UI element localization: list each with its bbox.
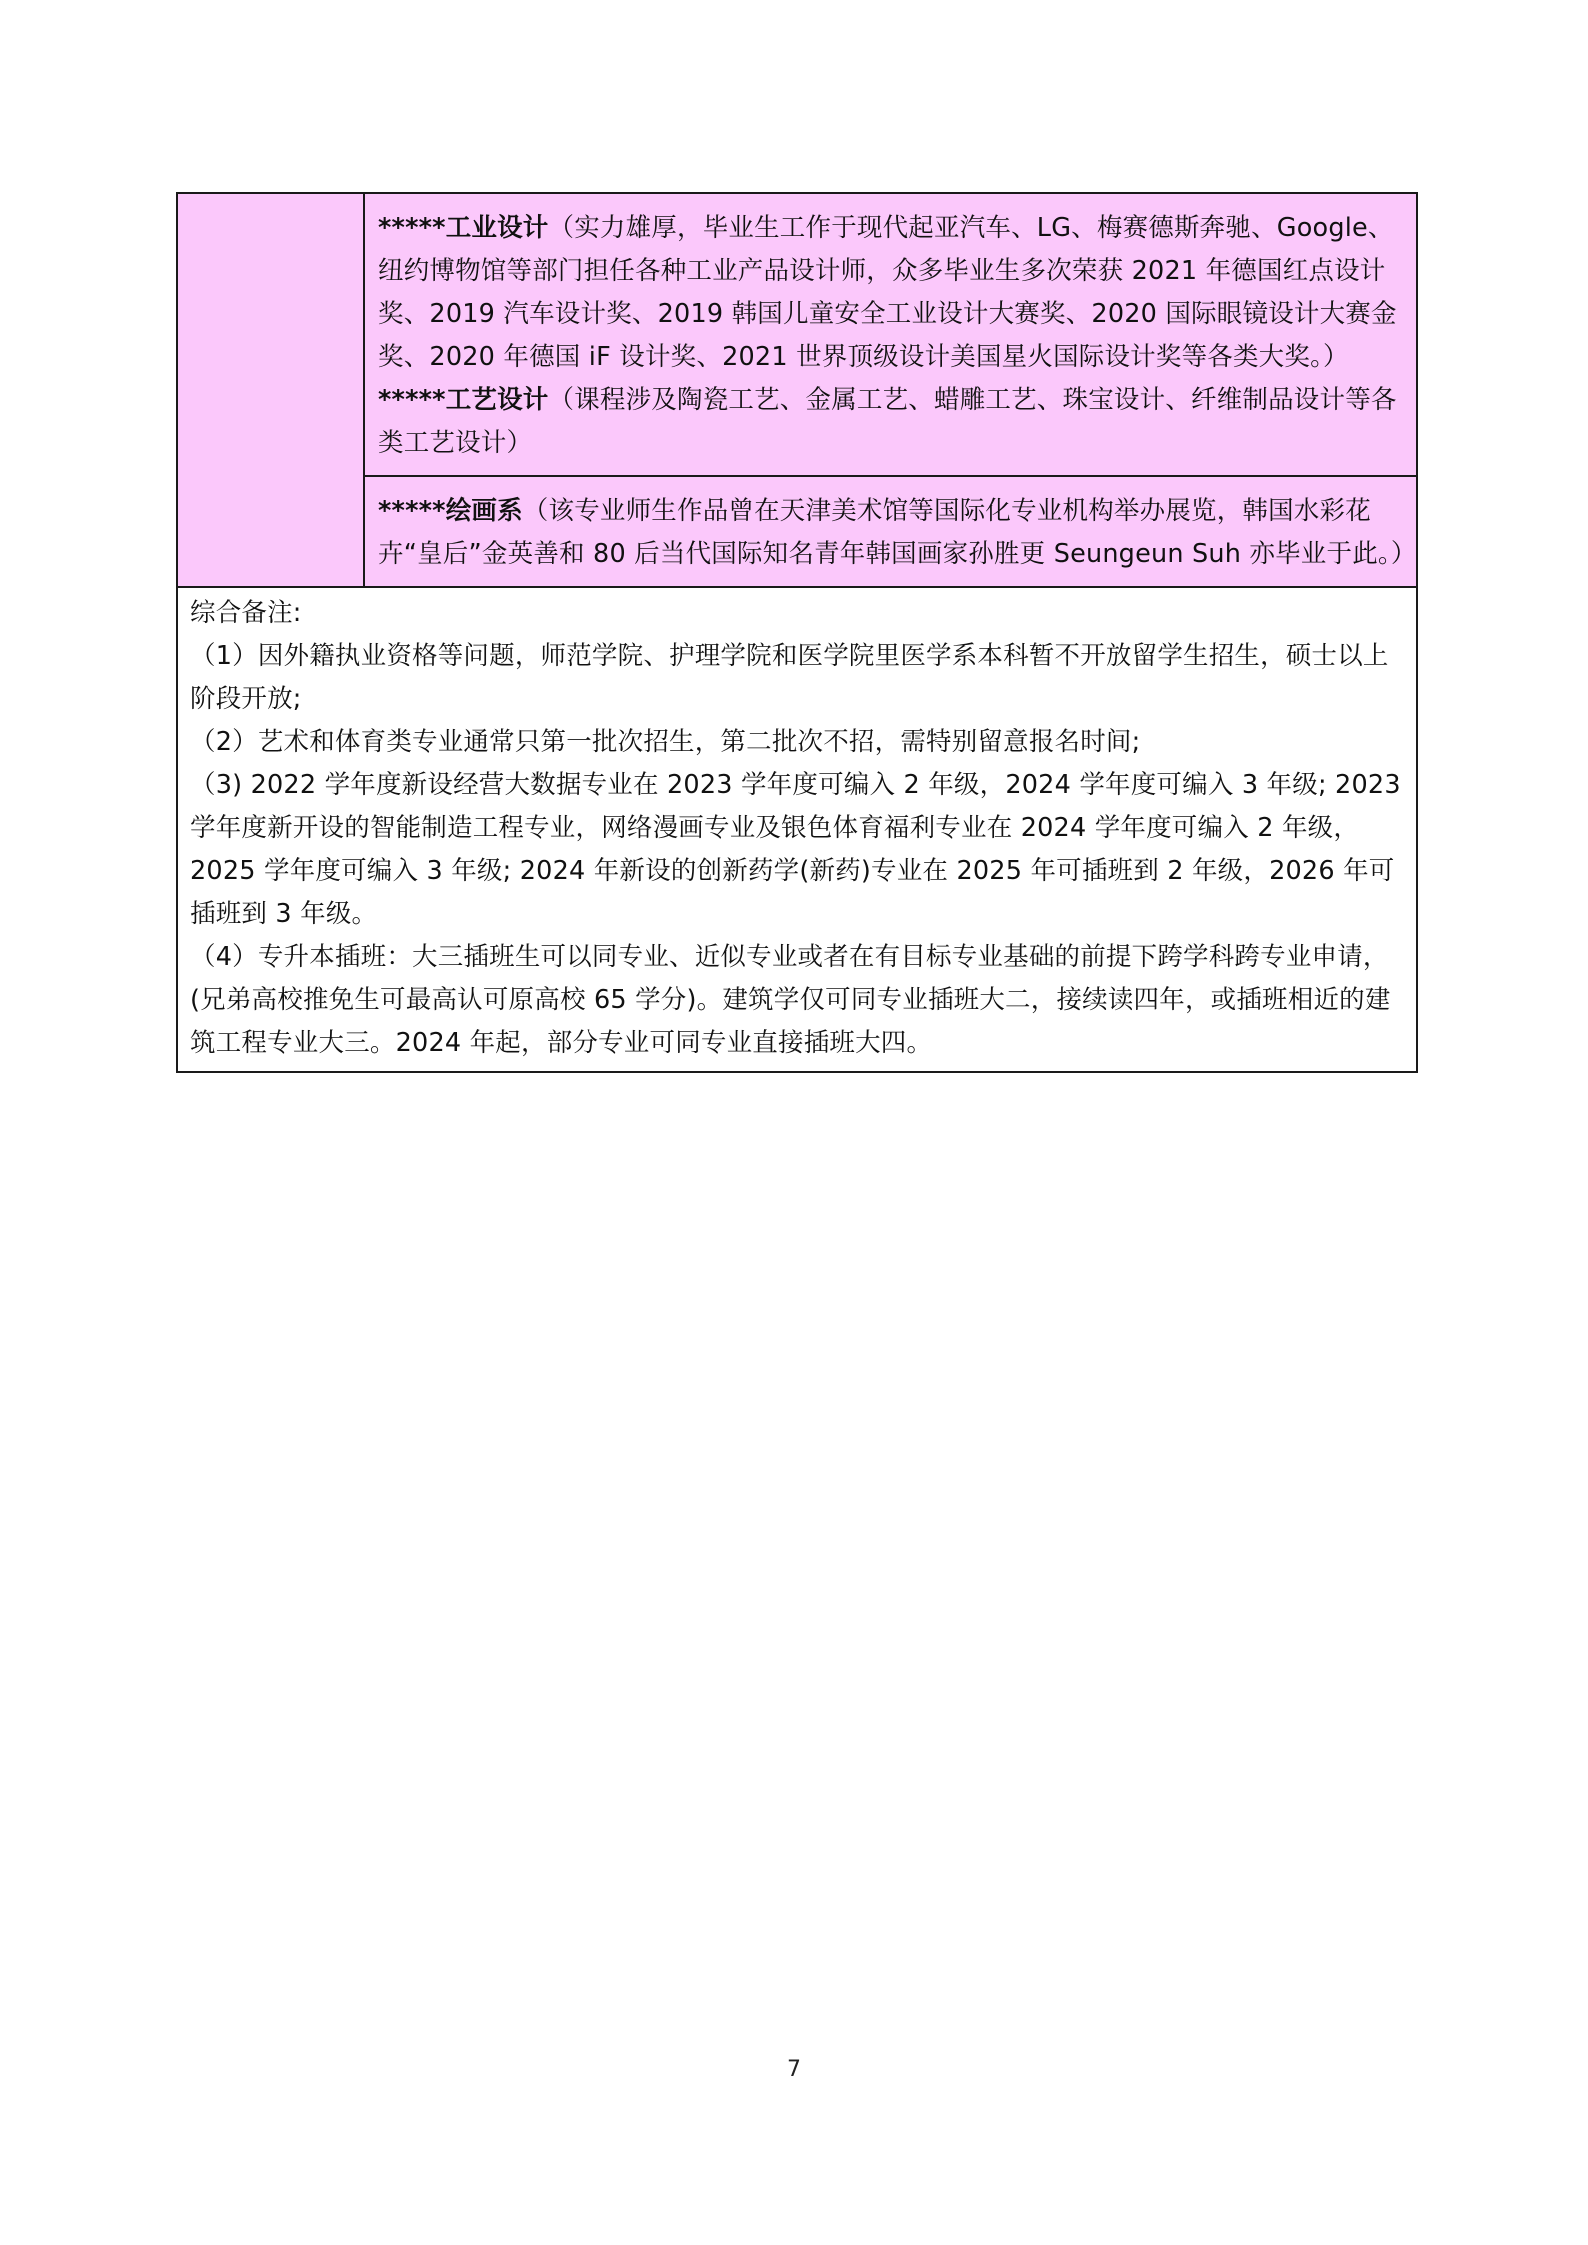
rating-stars: ***** bbox=[378, 496, 446, 526]
note-item: （4）专升本插班：大三插班生可以同专业、近似专业或者在有目标专业基础的前提下跨学科跨专业申请，(兄弟高校推免生可最高认可原高校 65 学分)。建筑学仅可同专业插班大二，接续读四年，或插班相近的建筑工程专业大三。2024 年起，部分专业可同专业直接插班大四。 bbox=[190, 942, 1391, 1058]
note-item: （1）因外籍执业资格等问题，师范学院、护理学院和医学院里医学系本科暂不开放留学生招生，硕士以上阶段开放; bbox=[190, 641, 1389, 714]
note-item: （3) 2022 学年度新设经营大数据专业在 2023 学年度可编入 2 年级，2024 学年度可编入 3 年级; 2023 学年度新开设的智能制造工程专业，网络漫画专业及银色体育福利专业在 2024 学年度可编入 2 年级，2025 学年度可编入 3 年级; 2024 年新设的创新药学(新药)专业在 2025 年可插班到 2 年级，2026 年可插班到 3 年级。 bbox=[190, 770, 1401, 929]
notes-title: 综合备注: bbox=[190, 598, 302, 628]
rating-stars: ***** bbox=[378, 213, 446, 243]
major-name: 工艺设计 bbox=[445, 385, 549, 415]
major-description: （课程涉及陶瓷工艺、金属工艺、蜡雕工艺、珠宝设计、纤维制品设计等各类工艺设计） bbox=[378, 385, 1397, 458]
notes-cell bbox=[177, 587, 1417, 1072]
major-description: （实力雄厚，毕业生工作于现代起亚汽车、LG、梅赛德斯奔驰、Google、纽约博物馆等部门担任各种工业产品设计师，众多毕业生多次荣获 2021 年德国红点设计奖、2019 汽车设计奖、2019 韩国儿童安全工业设计大赛奖、2020 国际眼镜设计大赛金奖、2020 年德国 iF 设计奖、2021 世界顶级设计美国星火国际设计奖等各类大奖。） bbox=[378, 213, 1397, 372]
major-name: 绘画系 bbox=[445, 496, 523, 526]
major-entry-painting bbox=[378, 490, 1417, 576]
majors-table bbox=[176, 192, 1418, 1073]
table-row bbox=[177, 587, 1417, 1072]
major-cell bbox=[364, 476, 1417, 587]
note-item: （2）艺术和体育类专业通常只第一批次招生，第二批次不招，需特别留意报名时间; bbox=[190, 727, 1141, 757]
major-entry-industrial-design bbox=[378, 207, 1404, 379]
major-cell bbox=[364, 193, 1417, 476]
major-name: 工业设计 bbox=[445, 213, 549, 243]
college-cell bbox=[177, 193, 364, 587]
table-row bbox=[177, 193, 1417, 476]
rating-stars: ***** bbox=[378, 385, 446, 415]
page-number: 7 bbox=[787, 2057, 801, 2082]
major-entry-craft-design bbox=[378, 379, 1404, 465]
major-description: （该专业师生作品曾在天津美术馆等国际化专业机构举办展览，韩国水彩花卉“皇后”金英善和 80 后当代国际知名青年韩国画家孙胜更 Seungeun Suh 亦毕业于此。） bbox=[378, 496, 1417, 569]
